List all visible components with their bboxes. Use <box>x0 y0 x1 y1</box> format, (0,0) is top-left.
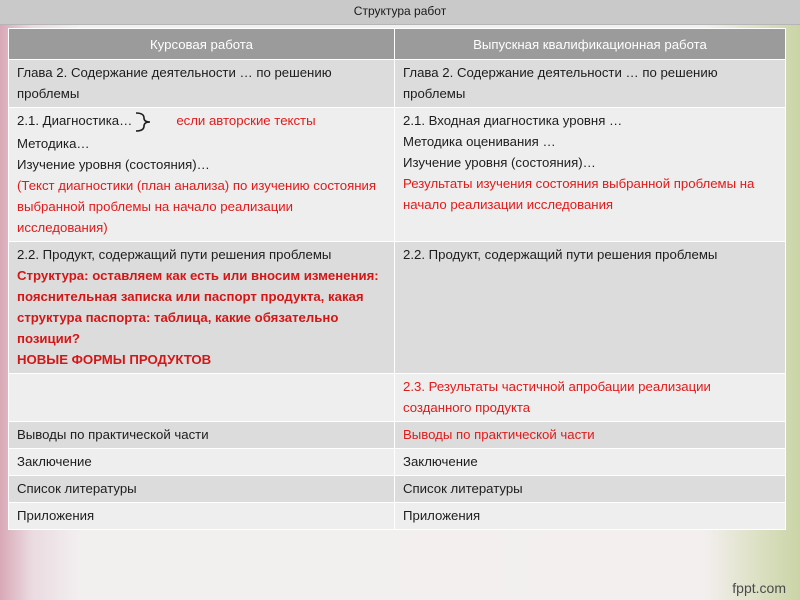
cell-appendices-left: Приложения <box>9 502 395 529</box>
assessment-method-line: Методика оценивания … <box>403 134 556 149</box>
study-results-note: Результаты изучения состояния выбранной проблемы на начало реализации исследования <box>403 176 755 212</box>
structure-table-container <box>8 28 785 530</box>
footer-logo: fppt.com <box>732 580 786 596</box>
cell-approbation-right: 2.3. Результаты частичной апробации реализации созданного продукта <box>395 373 786 421</box>
diagnostics-text-note: (Текст диагностики (план анализа) по изучению состояния выбранной проблемы на начало реализации исследования) <box>17 177 377 235</box>
cell-chapter2-left: Глава 2. Содержание деятельности … по решению проблемы <box>9 60 395 108</box>
structure-question: Структура: оставляем как есть или вносим изменения: пояснительная записка или паспорт продукта, какая структура паспорта: таблица, какие обязательно позиции? <box>17 267 379 346</box>
table-row <box>9 475 786 502</box>
cell-diagnostics-left <box>9 108 395 242</box>
new-product-forms: НОВЫЕ ФОРМЫ ПРОДУКТОВ <box>17 351 212 367</box>
diagnostics-line <box>17 110 386 133</box>
product-line: 2.2. Продукт, содержащий пути решения проблемы <box>17 246 332 262</box>
structure-table <box>8 28 786 530</box>
table-row <box>9 421 786 448</box>
table-header-row <box>9 29 786 60</box>
cell-product-left <box>9 241 395 373</box>
table-row <box>9 373 786 421</box>
cell-appendices-right: Приложения <box>395 502 786 529</box>
study-level-line: Изучение уровня (состояния)… <box>17 156 210 172</box>
table-row <box>9 448 786 475</box>
cell-conclusions-left: Выводы по практической части <box>9 421 395 448</box>
table-row <box>9 60 786 108</box>
cell-product-right: 2.2. Продукт, содержащий пути решения проблемы <box>395 241 786 373</box>
methodology-line: Методика… <box>17 135 90 151</box>
header-thesis: Выпускная квалификационная работа <box>395 29 786 60</box>
cell-references-right: Список литературы <box>395 475 786 502</box>
cell-chapter2-right: Глава 2. Содержание деятельности … по решению проблемы <box>395 60 786 108</box>
cell-summary-left: Заключение <box>9 448 395 475</box>
cell-summary-right: Заключение <box>395 448 786 475</box>
table-row <box>9 108 786 242</box>
header-coursework: Курсовая работа <box>9 29 395 60</box>
cell-empty-left <box>9 373 395 421</box>
title-bar <box>0 0 800 25</box>
table-row <box>9 241 786 373</box>
cell-conclusions-right: Выводы по практической части <box>395 421 786 448</box>
cell-diagnostics-right <box>395 108 786 242</box>
diagnostics-title: 2.1. Диагностика… <box>17 113 133 128</box>
cell-references-left: Список литературы <box>9 475 395 502</box>
slide-title: Структура работ <box>353 4 447 18</box>
authors-texts-note: если авторские тексты <box>176 113 316 128</box>
brace-icon <box>134 111 162 133</box>
input-diagnostics-line: 2.1. Входная диагностика уровня … <box>403 113 623 128</box>
study-level-line: Изучение уровня (состояния)… <box>403 155 596 170</box>
table-row <box>9 502 786 529</box>
